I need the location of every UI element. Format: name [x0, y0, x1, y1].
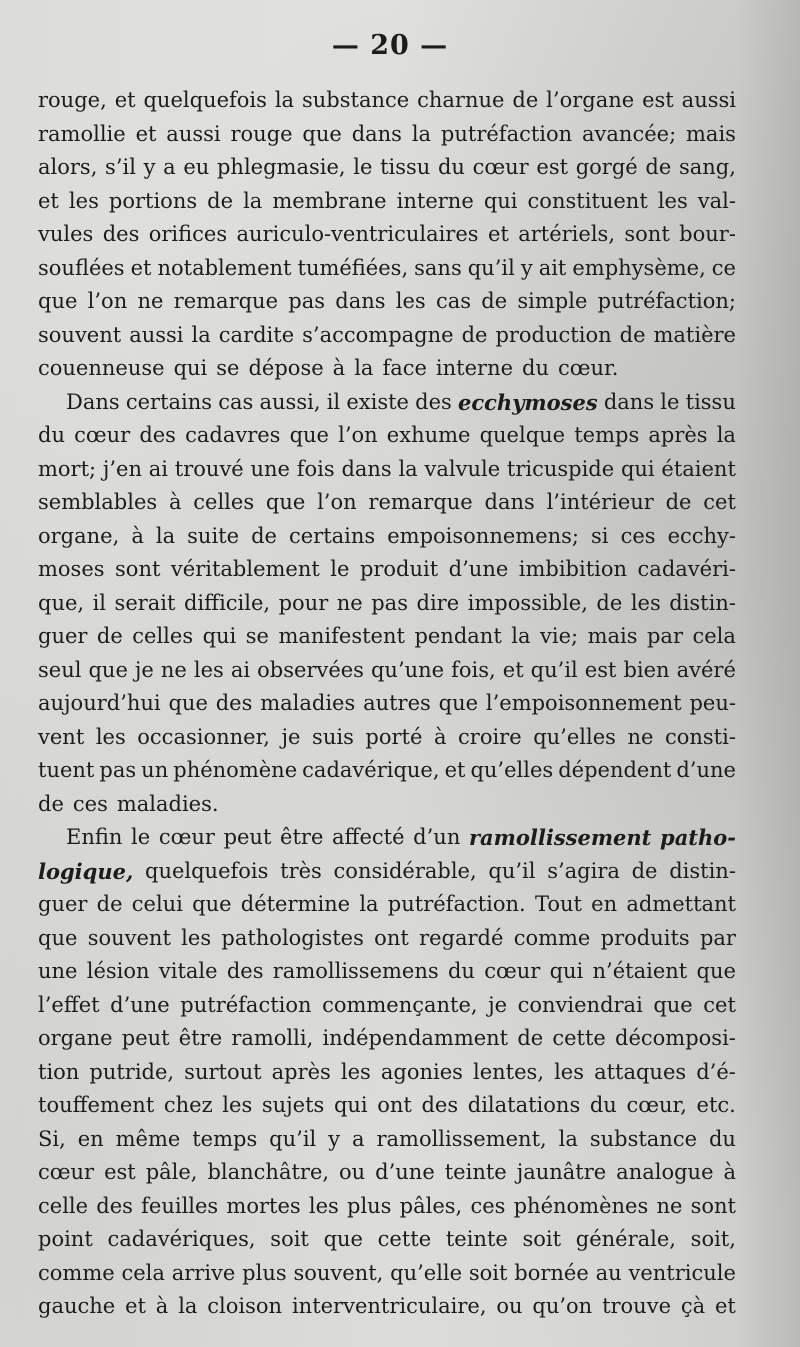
text-line: guer de celui que détermine la putréfaction. Tout en admettant	[38, 892, 736, 916]
text-line: aujourd’hui que des maladies autres que l’empoisonnement peu-	[38, 691, 736, 715]
text-line: vules des orifices auriculo-ventriculaires et artériels, sont bour-	[38, 222, 736, 246]
body-text	[38, 84, 736, 1324]
text-line: Si, en même temps qu’il y a ramollissement, la substance du	[38, 1126, 736, 1151]
text-line: souflées et notablement tuméfiées, sans qu’il y ait emphysème, ce	[38, 255, 736, 280]
text-line: alors, s’il y a eu phlegmasie, le tissu du cœur est gorgé de sang,	[38, 155, 736, 179]
text-line: ramollie et aussi rouge que dans la putréfaction avancée; mais	[38, 121, 736, 146]
text-line: que l’on ne remarque pas dans les cas de simple putréfaction;	[38, 289, 736, 313]
text-line: organe, à la suite de certains empoisonnemens; si ces ecchy-	[38, 523, 736, 548]
text-line: point cadavériques, soit que cette teinte soit générale, soit,	[38, 1227, 736, 1251]
text-line: de ces maladies.	[38, 791, 219, 816]
text-line: mort; j’en ai trouvé une fois dans la valvule tricuspide qui étaient	[38, 456, 736, 481]
text-line: seul que je ne les ai observées qu’une fois, et qu’il est bien avéré	[38, 657, 736, 682]
text-line: vent les occasionner, je suis porté à croire qu’elles ne consti-	[38, 724, 736, 749]
text-line: organe peut être ramolli, indépendamment de cette décomposi-	[38, 1026, 736, 1050]
text-line: celle des feuilles mortes les plus pâles, ces phénomènes ne sont	[38, 1193, 736, 1218]
text-line: du cœur des cadavres que l’on exhume quelque temps après la	[38, 423, 736, 447]
text-line: semblables à celles que l’on remarque dans l’intérieur de cet	[38, 490, 736, 514]
text-line: gauche et à la cloison interventriculaire, ou qu’on trouve çà et	[38, 1294, 736, 1318]
text-line: touffement chez les sujets qui ont des dilatations du cœur, etc.	[38, 1093, 736, 1117]
text-line: et les portions de la membrane interne qui constituent les val-	[38, 188, 736, 213]
text-line: comme cela arrive plus souvent, qu’elle soit bornée au ventricule	[38, 1260, 736, 1285]
text-line: logique, quelquefois très considérable, qu’il s’agira de distin-	[38, 858, 736, 884]
text-line: que souvent les pathologistes ont regardé comme produits par	[38, 925, 736, 950]
text-line: cœur est pâle, blanchâtre, ou d’une teinte jaunâtre analogue à	[38, 1160, 736, 1184]
text-line: souvent aussi la cardite s’accompagne de production de matière	[38, 322, 736, 347]
text-line: Enfin le cœur peut être affecté d’un ramollissement patho-	[66, 825, 736, 850]
text-line: tion putride, surtout après les agonies lentes, les attaques d’é-	[38, 1059, 736, 1084]
text-line: rouge, et quelquefois la substance charnue de l’organe est aussi	[38, 88, 736, 112]
text-line: Dans certains cas aussi, il existe des ecchymoses dans le tissu	[66, 389, 736, 415]
text-line: guer de celles qui se manifestent pendant la vie; mais par cela	[38, 624, 736, 648]
text-line: couenneuse qui se dépose à la face interne du cœur.	[38, 356, 619, 380]
page-number: — 20 —	[331, 30, 449, 61]
text-line: une lésion vitale des ramollissemens du cœur qui n’étaient que	[38, 959, 736, 983]
text-line: moses sont véritablement le produit d’une imbibition cadavéri-	[38, 557, 736, 581]
text-line: tuent pas un phénomène cadavérique, et qu’elles dépendent d’une	[38, 758, 736, 782]
text-line: que, il serait difficile, pour ne pas dire impossible, de les distin-	[38, 590, 736, 615]
text-line: l’effet d’une putréfaction commençante, je conviendrai que cet	[38, 992, 736, 1017]
